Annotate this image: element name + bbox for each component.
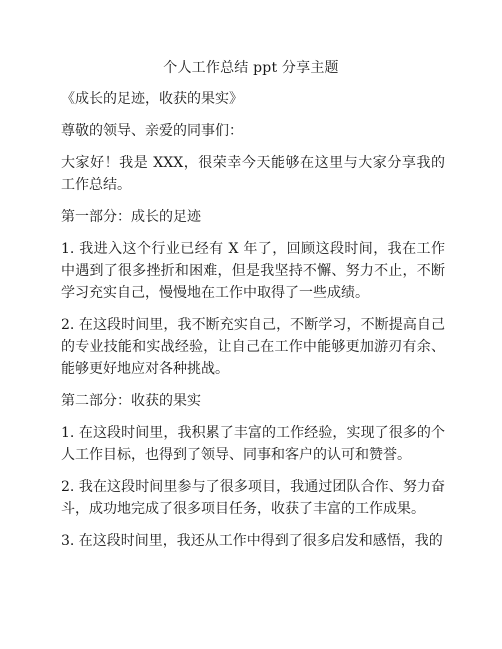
salutation-paragraph: 尊敬的领导、亲爱的同事们： xyxy=(61,123,243,139)
list-item-paragraph: 1. 我进入这个行业已经有 X 年了，回顾这段时间，我在工作中遇到了很多挫折和困难，但是我坚持不懈、努力不止，不断学习充实自己，慢慢地在工作中取得了一些成绩。 xyxy=(61,241,445,301)
list-item-paragraph: 2. 在这段时间里，我不断充实自己，不断学习，不断提高自己的专业技能和实战经验，让自己在工作中能够更加游刃有余、能够更好地应对各种挑战。 xyxy=(61,317,445,377)
section-heading-part-two: 第二部分：收获的果实 xyxy=(61,393,201,409)
list-item-paragraph: 2. 我在这段时间里参与了很多项目，我通过团队合作、努力奋斗，成功地完成了很多项目任务，收获了丰富的工作成果。 xyxy=(61,479,445,517)
greeting-paragraph: 大家好！我是 XXX，很荣幸今天能够在这里与大家分享我的工作总结。 xyxy=(61,155,445,193)
document-body xyxy=(61,88,445,562)
list-item-paragraph: 1. 在这段时间里，我积累了丰富的工作经验，实现了很多的个人工作目标，也得到了领导、同事和客户的认可和赞誉。 xyxy=(61,425,445,463)
document-title: 个人工作总结 ppt 分享主题 xyxy=(163,60,339,76)
subtitle-paragraph: 《成长的足迹，收获的果实》 xyxy=(61,91,243,107)
list-item-paragraph: 3. 在这段时间里，我还从工作中得到了很多启发和感悟，我的 xyxy=(61,533,443,549)
section-heading-part-one: 第一部分：成长的足迹 xyxy=(61,209,201,225)
